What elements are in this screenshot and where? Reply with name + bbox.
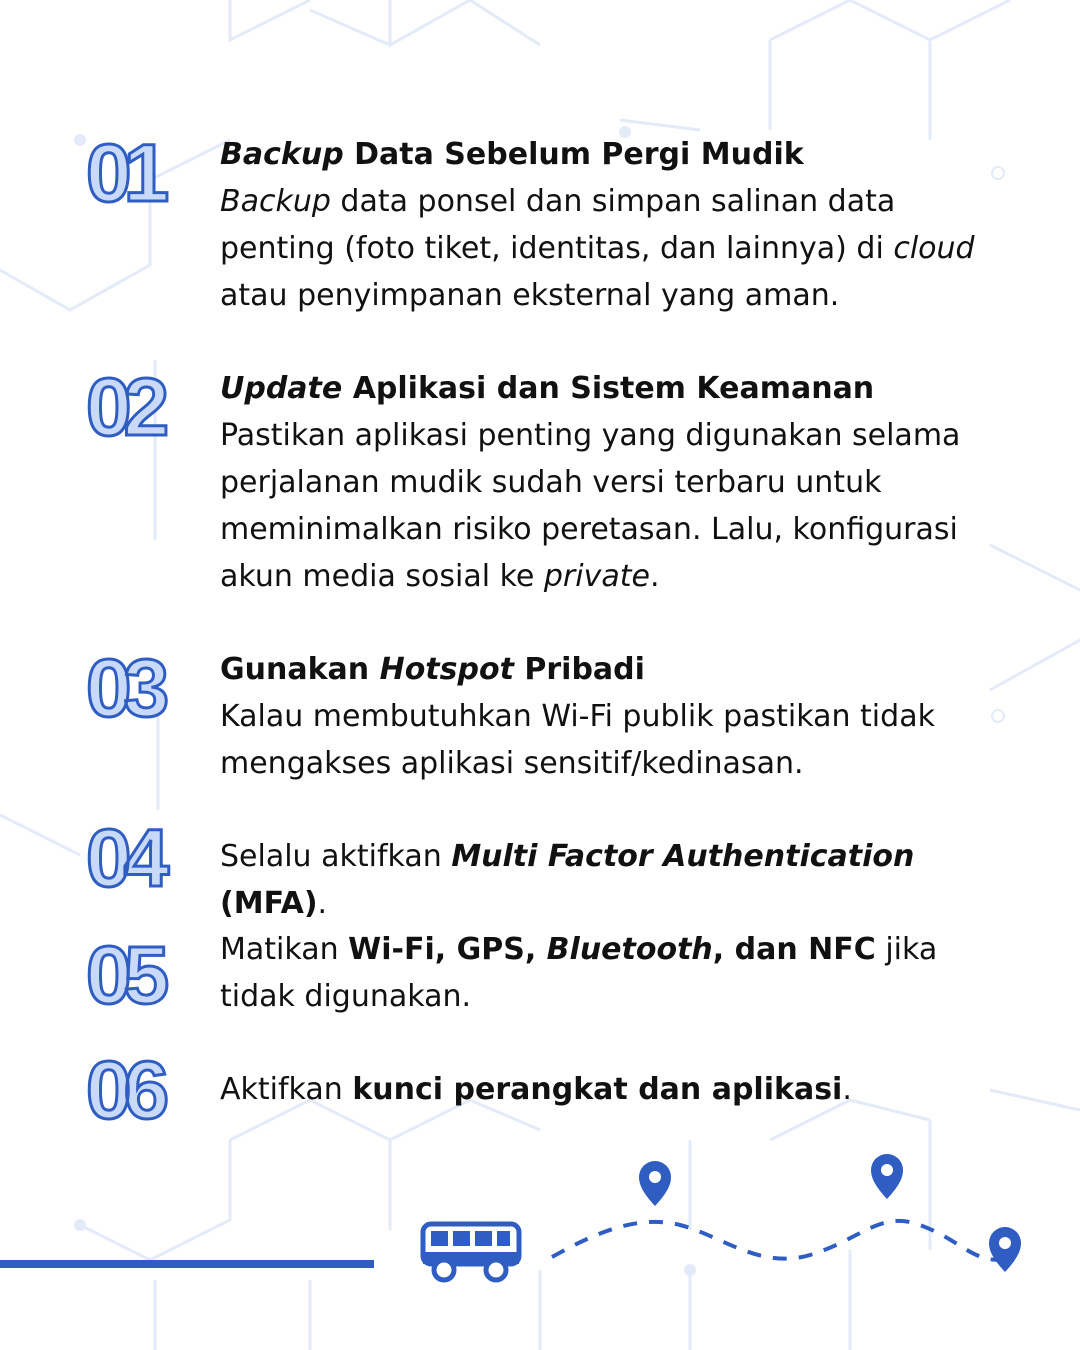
travel-route-illustration <box>0 1140 1080 1300</box>
step-03 <box>220 646 1010 787</box>
step-05-text-2: jika tidak digunakan. <box>220 932 938 1014</box>
step-03-title-b: Pribadi <box>513 652 645 687</box>
step-06-text: Aktifkan <box>220 1072 353 1107</box>
step-number-01: 01 <box>86 128 162 219</box>
step-01-body <box>220 178 1010 319</box>
step-02-body-text-2: . <box>649 559 660 594</box>
step-04-strong: (MFA) <box>220 886 318 921</box>
step-06-body <box>220 1066 1010 1113</box>
step-03-body: Kalau membutuhkan Wi-Fi publik pastikan tidak mengakses aplikasi sensitif/kedinasan. <box>220 699 935 781</box>
location-pin-icon <box>871 1154 903 1199</box>
step-01-title-rest: Data Sebelum Pergi Mudik <box>343 137 804 172</box>
dashed-route <box>552 1221 1000 1260</box>
step-04-text: Selalu aktifkan <box>220 839 452 874</box>
step-04-text-2: . <box>317 886 328 921</box>
step-02-title-rest: Aplikasi dan Sistem Keamanan <box>342 371 875 406</box>
step-02-title <box>220 365 1010 412</box>
step-02-body-em: private <box>543 559 650 594</box>
location-pin-icon <box>989 1227 1021 1272</box>
step-01-title <box>220 131 1010 178</box>
step-05 <box>220 926 1010 1020</box>
step-05-body <box>220 926 1010 1020</box>
step-05-strong-2: , dan NFC <box>712 932 876 967</box>
step-02-body <box>220 412 1010 600</box>
step-03-title-em: Hotspot <box>379 652 514 687</box>
step-04 <box>220 833 1010 927</box>
step-05-strong-em: Bluetooth <box>546 932 713 967</box>
bus-icon <box>423 1224 519 1280</box>
step-number-05: 05 <box>86 930 162 1021</box>
step-01-body-em: Backup <box>220 184 331 219</box>
step-01-title-em: Backup <box>220 137 344 172</box>
progress-line <box>0 1260 374 1268</box>
location-pin-icon <box>639 1161 671 1206</box>
step-06 <box>220 1066 1010 1113</box>
step-05-strong: Wi-Fi, GPS, <box>348 932 547 967</box>
step-04-body <box>220 833 1010 927</box>
step-number-04: 04 <box>86 813 162 904</box>
step-01-body-text-2: atau penyimpanan eksternal yang aman. <box>220 278 840 313</box>
step-02 <box>220 365 1010 600</box>
step-05-text: Matikan <box>220 932 349 967</box>
step-02-body-text: Pastikan aplikasi penting yang digunakan selama perjalanan mudik sudah versi terbaru untuk meminimalkan risiko peretasan. Lalu, konfigurasi akun media sosial ke <box>220 418 961 594</box>
step-01-body-em-2: cloud <box>893 231 975 266</box>
step-number-06: 06 <box>86 1045 162 1136</box>
step-06-strong: kunci perangkat dan aplikasi <box>352 1072 843 1107</box>
step-number-02: 02 <box>86 362 162 453</box>
step-03-title-a: Gunakan <box>220 652 380 687</box>
step-04-em: Multi Factor Authentication <box>451 839 915 874</box>
step-01 <box>220 131 1010 319</box>
step-02-title-em: Update <box>220 371 343 406</box>
step-06-text-2: . <box>842 1072 852 1107</box>
step-number-03: 03 <box>86 643 162 734</box>
step-03-title <box>220 646 1010 693</box>
step-01-body-text: data ponsel dan simpan salinan data penting (foto tiket, identitas, dan lainnya) di <box>220 184 896 266</box>
